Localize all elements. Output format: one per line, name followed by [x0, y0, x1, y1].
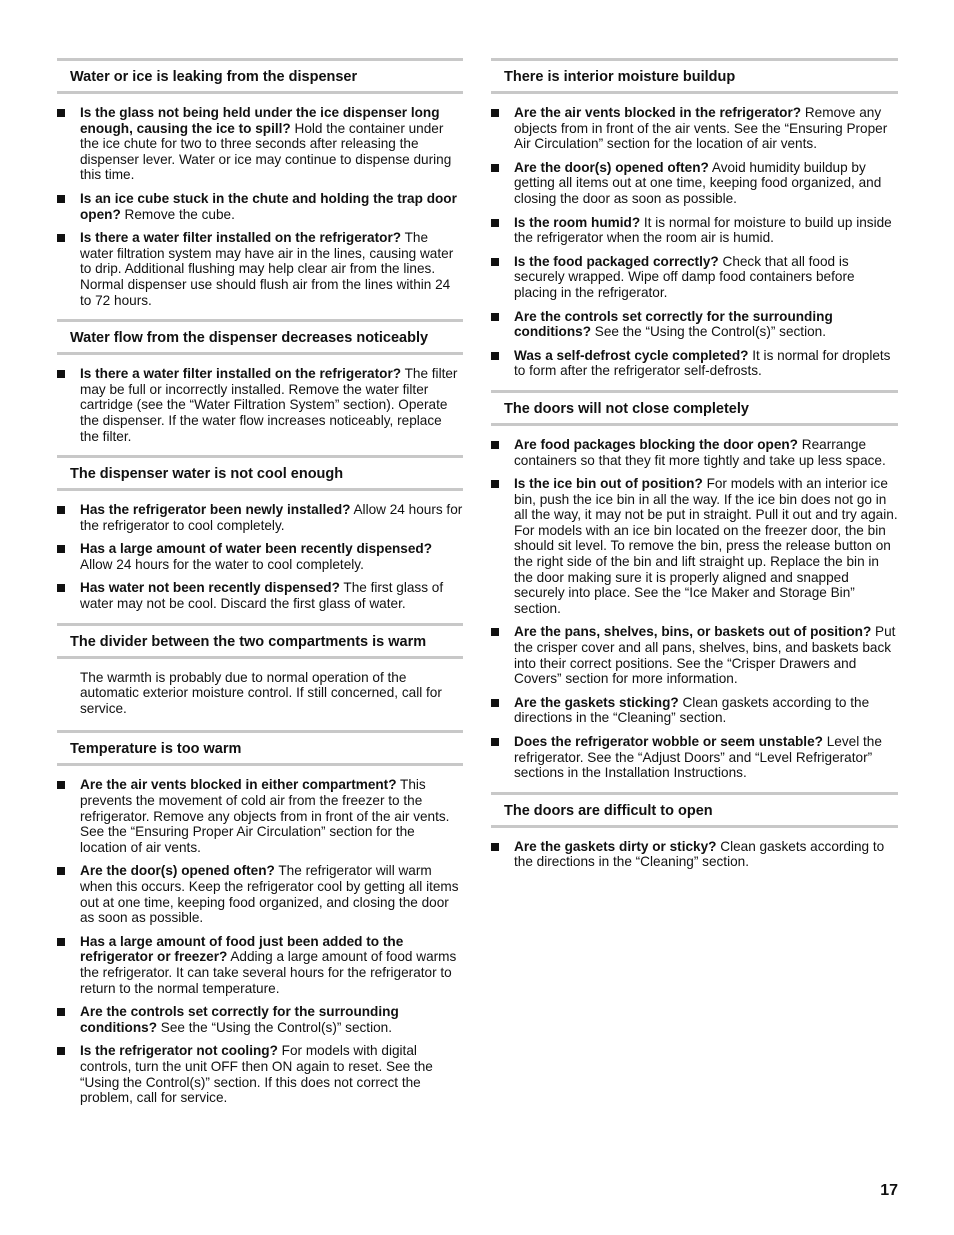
list-item [491, 215, 898, 246]
list-item [491, 254, 898, 301]
bullet-square-icon [57, 234, 65, 242]
item-answer: For models with an interior ice bin, push the ice bin in all the way. If the ice bin does not go in all the way, it may not be put in straight. Pull it out and try again. For models with an ice bin located on the freezer door, the bin should sit level. To remove the bin, press the release button on the right side of the bin and lift straight up. Replace the bin in the door making sure it is properly aligned and snapped securely into place. See the “Ice Maker and Storage Bin” section. [514, 476, 898, 616]
list-item [57, 580, 463, 611]
item-answer: Check that all food is securely wrapped. Wipe off damp food containers before placing in the refrigerator. [514, 253, 855, 300]
item-answer: The first glass of water may not be cool. Discard the first glass of water. [80, 580, 444, 612]
item-question: Has a large amount of water been recently dispensed? [80, 541, 433, 557]
item-question: Has a large amount of food just been added to the refrigerator or freezer? [80, 933, 404, 965]
bullet-square-icon [491, 164, 499, 172]
item-answer: See the “Using the Control(s)” section. [591, 324, 827, 340]
bullet-square-icon [57, 109, 65, 117]
bullet-square-icon [57, 584, 65, 592]
item-question: Was a self-defrost cycle completed? [514, 347, 749, 363]
list-item [491, 695, 898, 726]
bullet-square-icon [491, 738, 499, 746]
list-item [57, 366, 463, 444]
item-answer: Allow 24 hours for the refrigerator to cool completely. [80, 502, 463, 533]
page-number: 17 [880, 1182, 898, 1199]
list-item [57, 1043, 463, 1105]
section-paragraph: The warmth is probably due to normal operation of the automatic exterior moisture control. If still concerned, call for service. [80, 669, 442, 716]
item-question: Are the controls set correctly for the surrounding conditions? [80, 1004, 399, 1035]
item-question: Are the door(s) opened often? [80, 863, 275, 879]
section-heading: The divider between the two compartments is warm [57, 623, 463, 659]
item-question: Are the air vents blocked in either compartment? [80, 777, 397, 793]
item-question: Are the gaskets dirty or sticky? [514, 838, 717, 854]
section-heading: The dispenser water is not cool enough [57, 455, 463, 491]
item-answer: The refrigerator will warm when this occurs. Keep the refrigerator cool by getting all items out at one time, keeping food organized, and closing the door as soon as possible. [80, 863, 459, 926]
item-answer: For models with digital controls, turn the unit OFF then ON again to reset. See the “Using the Control(s)” section. If this does not correct the problem, call for service. [80, 1043, 433, 1106]
list-item [491, 105, 898, 152]
list-item [491, 309, 898, 340]
item-answer: Put the crisper cover and all pans, shelves, bins, and baskets back into their correct positions. See the “Crisper Drawers and Covers” section for more information. [514, 624, 896, 687]
list-item [57, 1004, 463, 1035]
section-heading: There is interior moisture buildup [491, 58, 898, 94]
section-items [491, 839, 898, 870]
section-heading: The doors are difficult to open [491, 792, 898, 828]
bullet-square-icon [491, 699, 499, 707]
list-item [57, 105, 463, 183]
item-answer: The water filtration system may have air in the lines, causing water to drip. Additional flushing may help clear air from the lines. Normal dispenser use should flush air from the lines within 24 to 72 hours. [80, 230, 454, 308]
item-answer: The filter may be full or incorrectly installed. Remove the water filter cartridge (see the “Water Filtration System” section). Operate the dispenser. If the water flow increases noticeably, replace the filter. [80, 366, 458, 444]
item-question: Is the room humid? [514, 214, 641, 230]
item-question: Does the refrigerator wobble or seem unstable? [514, 734, 823, 749]
item-answer: Remove any objects from in front of the air vents. See the “Ensuring Proper Air Circulation” section for the location of air vents. [514, 105, 888, 152]
section-items [57, 105, 463, 308]
bullet-square-icon [491, 219, 499, 227]
item-answer: See the “Using the Control(s)” section. [157, 1019, 393, 1035]
item-question: Are food packages blocking the door open? [514, 436, 798, 452]
item-question: Are the pans, shelves, bins, or baskets out of position? [514, 624, 872, 640]
item-answer: Rearrange containers so that they fit more tightly and take up less space. [514, 436, 886, 468]
list-item [57, 863, 463, 925]
section-heading: Water flow from the dispenser decreases noticeably [57, 319, 463, 355]
bullet-square-icon [491, 441, 499, 449]
item-answer: Clean gaskets according to the directions in the “Cleaning” section. [514, 838, 885, 870]
item-question: Is the ice bin out of position? [514, 476, 703, 492]
bullet-square-icon [57, 938, 65, 946]
bullet-square-icon [57, 370, 65, 378]
section-items [57, 777, 463, 1105]
bullet-square-icon [57, 1008, 65, 1016]
bullet-square-icon [57, 867, 65, 875]
item-answer: It is normal for moisture to build up inside the refrigerator when the room air is humid. [514, 214, 892, 246]
item-answer: Clean gaskets according to the directions in the “Cleaning” section. [514, 694, 870, 726]
list-item [491, 437, 898, 468]
item-answer: It is normal for droplets to form after the refrigerator self-defrosts. [514, 347, 891, 379]
item-question: Are the gaskets sticking? [514, 694, 679, 710]
section-heading: The doors will not close completely [491, 390, 898, 426]
list-item [57, 191, 463, 222]
item-question: Is the glass not being held under the ice dispenser long enough, causing the ice to spill? [80, 105, 440, 136]
section-items [491, 437, 898, 781]
bullet-square-icon [491, 109, 499, 117]
bullet-square-icon [491, 313, 499, 321]
list-item [491, 160, 898, 207]
section-items [491, 105, 898, 379]
section-items [57, 502, 463, 612]
list-item [57, 934, 463, 996]
list-item [491, 476, 898, 616]
item-question: Is there a water filter installed on the refrigerator? [80, 230, 402, 246]
item-question: Is an ice cube stuck in the chute and holding the trap door open? [80, 190, 457, 222]
item-question: Has the refrigerator been newly installed? [80, 502, 351, 518]
section-heading: Water or ice is leaking from the dispenser [57, 58, 463, 94]
list-item [491, 839, 898, 870]
list-item [491, 624, 898, 686]
bullet-square-icon [57, 1047, 65, 1055]
list-item [57, 230, 463, 308]
item-question: Has water not been recently dispensed? [80, 580, 340, 596]
bullet-square-icon [491, 480, 499, 488]
item-answer: This prevents the movement of cold air from the freezer to the refrigerator. Remove any objects from in front of the air vents. See the “Ensuring Proper Air Circulation” section for the location of air vents. [80, 777, 450, 855]
item-question: Is the refrigerator not cooling? [80, 1043, 278, 1059]
item-answer: Hold the container under the ice chute for two to three seconds after releasing the dispenser lever. Water or ice may continue to dispense during this time. [80, 120, 452, 183]
section-heading: Temperature is too warm [57, 730, 463, 766]
bullet-square-icon [57, 195, 65, 203]
item-question: Are the air vents blocked in the refrigerator? [514, 105, 802, 120]
section-items [57, 366, 463, 444]
right-column [491, 58, 898, 881]
bullet-square-icon [491, 352, 499, 360]
item-question: Are the door(s) opened often? [514, 159, 709, 175]
list-item [491, 348, 898, 379]
bullet-square-icon [57, 781, 65, 789]
item-answer: Avoid humidity buildup by getting all items out at one time, keeping food organized, and closing the door as soon as possible. [514, 159, 882, 206]
item-question: Is the food packaged correctly? [514, 253, 719, 269]
item-answer: Level the refrigerator. See the “Adjust Doors” and “Level Refrigerator” sections in the Installation Instructions. [514, 734, 882, 781]
bullet-square-icon [491, 628, 499, 636]
list-item [491, 734, 898, 781]
list-item [57, 541, 463, 572]
bullet-square-icon [491, 258, 499, 266]
left-column [57, 58, 463, 1117]
item-answer: Allow 24 hours for the water to cool completely. [80, 556, 364, 572]
item-answer: Remove the cube. [120, 206, 235, 222]
item-question: Is there a water filter installed on the refrigerator? [80, 366, 402, 382]
bullet-square-icon [57, 545, 65, 553]
bullet-square-icon [57, 506, 65, 514]
item-answer: Adding a large amount of food warms the refrigerator. It can take several hours for the refrigerator to return to the normal temperature. [80, 949, 457, 996]
list-item [57, 777, 463, 855]
item-question: Are the controls set correctly for the surrounding conditions? [514, 308, 833, 340]
list-item [57, 502, 463, 533]
bullet-square-icon [491, 843, 499, 851]
